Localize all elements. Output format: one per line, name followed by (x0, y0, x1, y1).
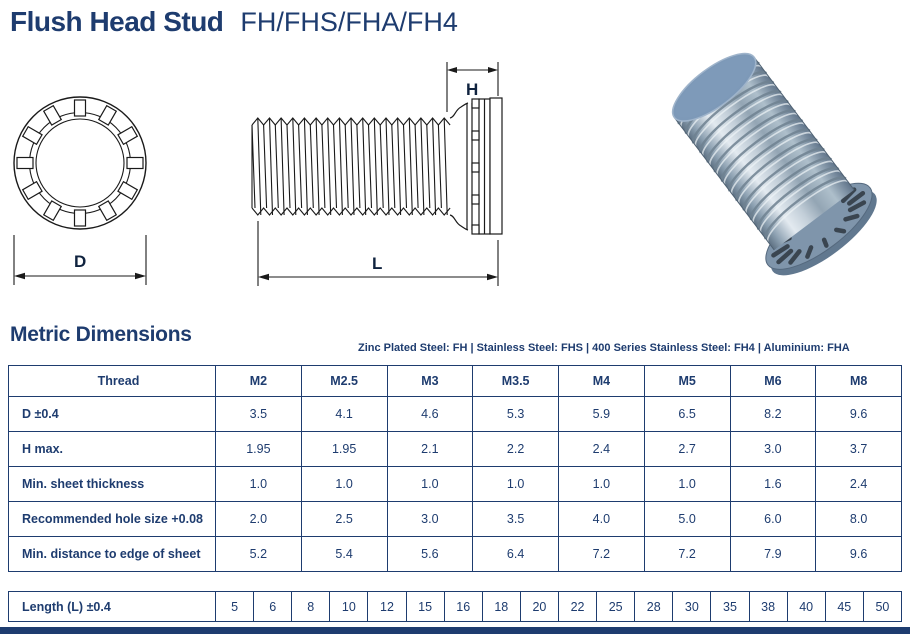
value-cell: 9.6 (816, 537, 902, 572)
value-cell: 5.9 (559, 397, 645, 432)
metric-dimensions-table (8, 365, 902, 572)
length-value-cell: 25 (597, 592, 635, 622)
row-label: H max. (9, 432, 216, 467)
table-header-row (9, 366, 902, 397)
table-row (9, 502, 902, 537)
value-cell: 1.95 (301, 432, 387, 467)
length-value-cell: 16 (444, 592, 482, 622)
value-cell: 4.6 (387, 397, 473, 432)
table-row (9, 467, 902, 502)
value-cell: 3.0 (387, 502, 473, 537)
value-cell: 1.0 (387, 467, 473, 502)
column-header: M3 (387, 366, 473, 397)
value-cell: 5.6 (387, 537, 473, 572)
value-cell: 6.4 (473, 537, 559, 572)
metric-table-body (9, 397, 902, 572)
length-value-cell: 12 (368, 592, 406, 622)
head-outer-circle (14, 97, 146, 229)
value-cell: 8.2 (730, 397, 816, 432)
length-value-cell: 38 (749, 592, 787, 622)
row-label: Recommended hole size +0.08 (9, 502, 216, 537)
value-cell: 2.7 (644, 432, 730, 467)
length-value-cell: 15 (406, 592, 444, 622)
value-cell: 2.4 (559, 432, 645, 467)
column-header: M4 (559, 366, 645, 397)
stud-head-outline (450, 98, 502, 234)
length-table (8, 591, 902, 622)
value-cell: 3.0 (730, 432, 816, 467)
value-cell: 6.0 (730, 502, 816, 537)
length-value-cell: 10 (330, 592, 368, 622)
dim-label-h: H (466, 80, 479, 99)
length-value-cell: 50 (863, 592, 901, 622)
length-value-cell: 35 (711, 592, 749, 622)
value-cell: 3.5 (216, 397, 302, 432)
thread-profile (252, 118, 450, 215)
value-cell: 8.0 (816, 502, 902, 537)
value-cell: 9.6 (816, 397, 902, 432)
column-header: M8 (816, 366, 902, 397)
dim-label-d: D (74, 252, 87, 271)
table-row (9, 432, 902, 467)
value-cell: 6.5 (644, 397, 730, 432)
column-header-label: Thread (9, 366, 216, 397)
side-view-drawing (240, 55, 520, 295)
value-cell: 1.95 (216, 432, 302, 467)
value-cell: 5.3 (473, 397, 559, 432)
value-cell: 5.4 (301, 537, 387, 572)
product-name: Flush Head Stud (10, 6, 224, 37)
row-label: D ±0.4 (9, 397, 216, 432)
length-value-cell: 6 (254, 592, 292, 622)
length-value-cell: 5 (216, 592, 254, 622)
length-row-label: Length (L) ±0.4 (9, 592, 216, 622)
value-cell: 1.0 (301, 467, 387, 502)
page-title (10, 6, 458, 38)
front-view-drawing (2, 86, 162, 296)
value-cell: 3.7 (816, 432, 902, 467)
product-photo (650, 40, 906, 296)
product-codes: FH/FHS/FHA/FH4 (240, 7, 458, 37)
table-row (9, 397, 902, 432)
column-header: M5 (644, 366, 730, 397)
value-cell: 2.1 (387, 432, 473, 467)
value-cell: 2.4 (816, 467, 902, 502)
footer-accent-bar (0, 627, 910, 634)
dim-label-l: L (372, 254, 383, 273)
materials-note: Zinc Plated Steel: FH | Stainless Steel: FHS | 400 Series Stainless Steel: FH4 | Aluminium: FHA (358, 342, 850, 354)
value-cell: 5.2 (216, 537, 302, 572)
column-header: M2 (216, 366, 302, 397)
length-value-cell: 30 (673, 592, 711, 622)
value-cell: 7.2 (559, 537, 645, 572)
value-cell: 4.1 (301, 397, 387, 432)
length-value-cell: 22 (558, 592, 596, 622)
column-header: M3.5 (473, 366, 559, 397)
value-cell: 2.2 (473, 432, 559, 467)
section-heading: Metric Dimensions (10, 323, 192, 346)
length-value-cell: 20 (520, 592, 558, 622)
value-cell: 7.2 (644, 537, 730, 572)
metric-table-header (9, 366, 902, 397)
table-row (9, 537, 902, 572)
value-cell: 4.0 (559, 502, 645, 537)
row-label: Min. distance to edge of sheet (9, 537, 216, 572)
column-header: M2.5 (301, 366, 387, 397)
value-cell: 5.0 (644, 502, 730, 537)
value-cell: 1.0 (216, 467, 302, 502)
length-value-cell: 28 (635, 592, 673, 622)
length-value-cell: 8 (292, 592, 330, 622)
value-cell: 3.5 (473, 502, 559, 537)
length-value-cell: 40 (787, 592, 825, 622)
length-table-body (9, 592, 902, 622)
length-value-cell: 18 (482, 592, 520, 622)
value-cell: 1.0 (644, 467, 730, 502)
value-cell: 1.6 (730, 467, 816, 502)
value-cell: 2.0 (216, 502, 302, 537)
value-cell: 1.0 (473, 467, 559, 502)
value-cell: 2.5 (301, 502, 387, 537)
value-cell: 7.9 (730, 537, 816, 572)
length-value-cell: 45 (825, 592, 863, 622)
length-row (9, 592, 902, 622)
value-cell: 1.0 (559, 467, 645, 502)
column-header: M6 (730, 366, 816, 397)
row-label: Min. sheet thickness (9, 467, 216, 502)
